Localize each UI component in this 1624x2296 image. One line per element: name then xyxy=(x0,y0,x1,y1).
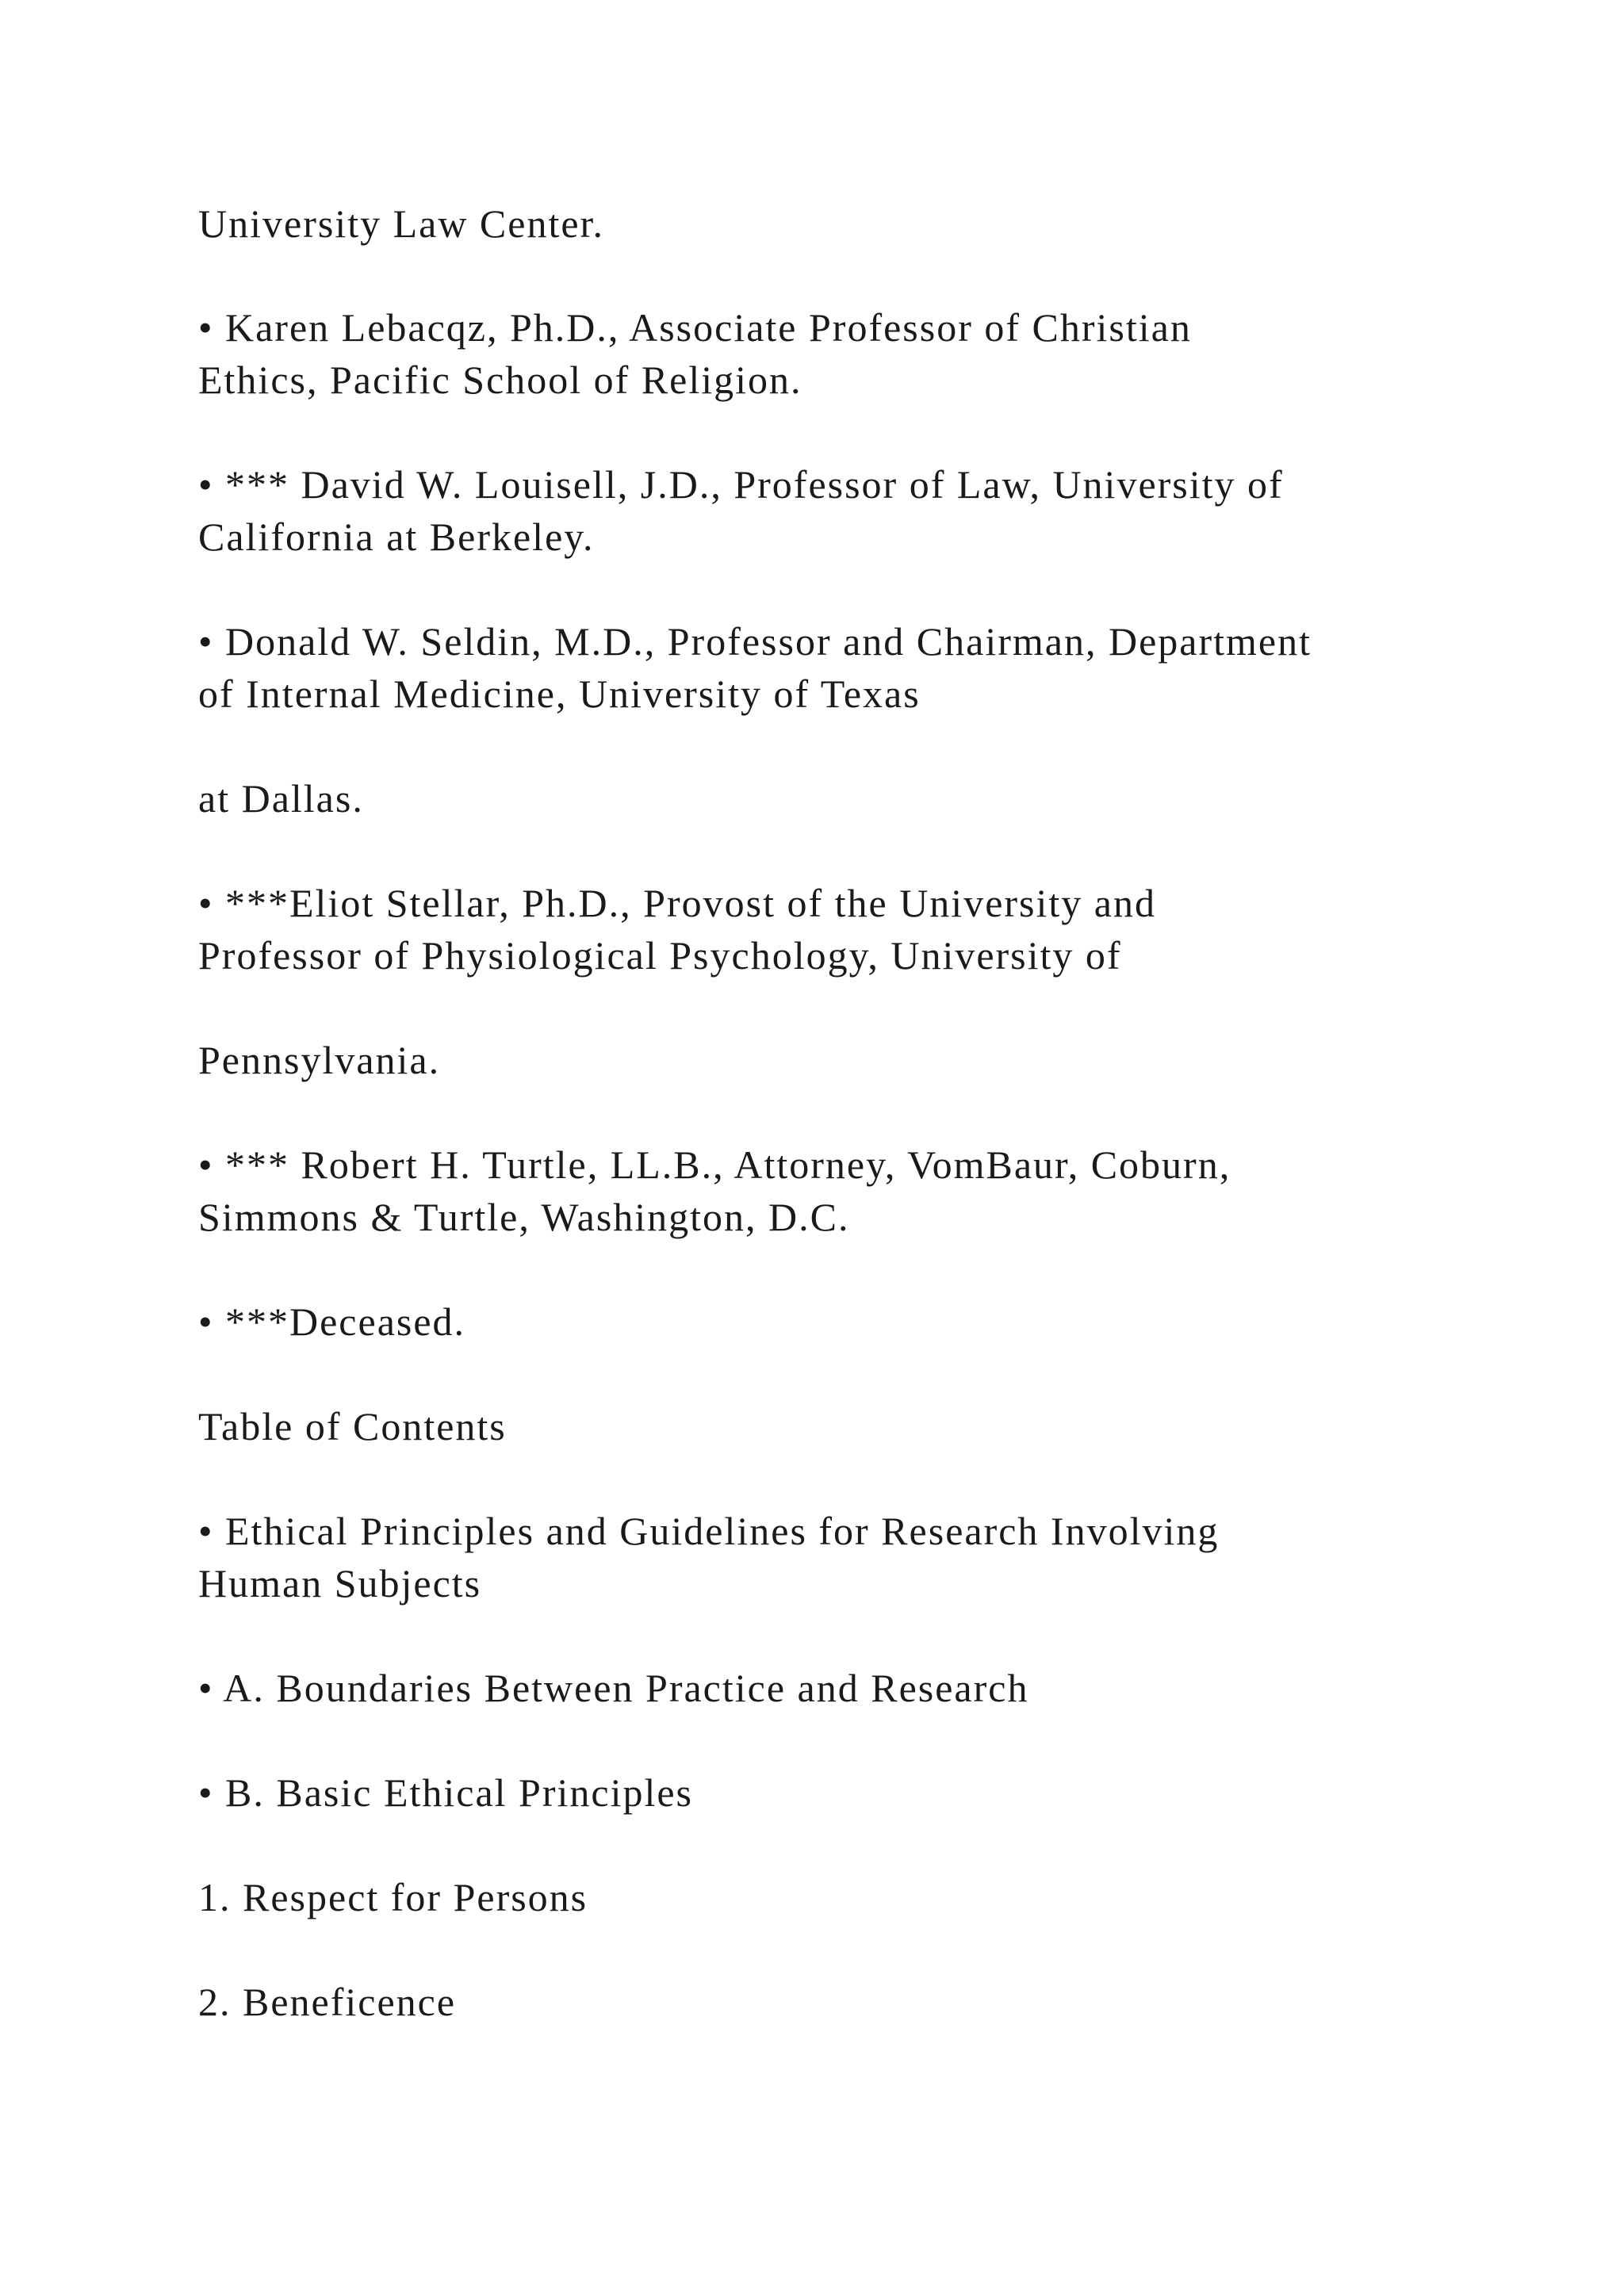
toc-entry: • Ethical Principles and Guidelines for Research Involving xyxy=(198,1509,1220,1553)
text-line: Simmons & Turtle, Washington, D.C. xyxy=(198,1195,850,1239)
toc-entry: 2. Beneficence xyxy=(198,1980,457,2024)
text-line: • ***Deceased. xyxy=(198,1299,466,1344)
text-line: California at Berkeley. xyxy=(198,515,595,559)
section-heading: Table of Contents xyxy=(198,1404,507,1448)
text-line: Ethics, Pacific School of Religion. xyxy=(198,358,802,402)
toc-entry: Human Subjects xyxy=(198,1561,482,1605)
toc-entry: • B. Basic Ethical Principles xyxy=(198,1770,694,1815)
text-line: • *** Robert H. Turtle, LL.B., Attorney, VomBaur, Coburn, xyxy=(198,1142,1231,1187)
text-line: University Law Center. xyxy=(198,201,604,246)
toc-entry: • A. Boundaries Between Practice and Research xyxy=(198,1666,1029,1710)
text-line: • ***Eliot Stellar, Ph.D., Provost of the University and xyxy=(198,881,1156,925)
text-line: • Karen Lebacqz, Ph.D., Associate Professor of Christian xyxy=(198,305,1192,350)
text-line: Pennsylvania. xyxy=(198,1038,441,1082)
text-line: • Donald W. Seldin, M.D., Professor and Chairman, Department xyxy=(198,619,1312,664)
toc-entry: 1. Respect for Persons xyxy=(198,1875,588,1919)
text-line: Professor of Physiological Psychology, University of xyxy=(198,933,1122,978)
text-line: of Internal Medicine, University of Texas xyxy=(198,672,921,716)
text-line: • *** David W. Louisell, J.D., Professor of Law, University of xyxy=(198,462,1284,507)
text-line: at Dallas. xyxy=(198,776,364,821)
